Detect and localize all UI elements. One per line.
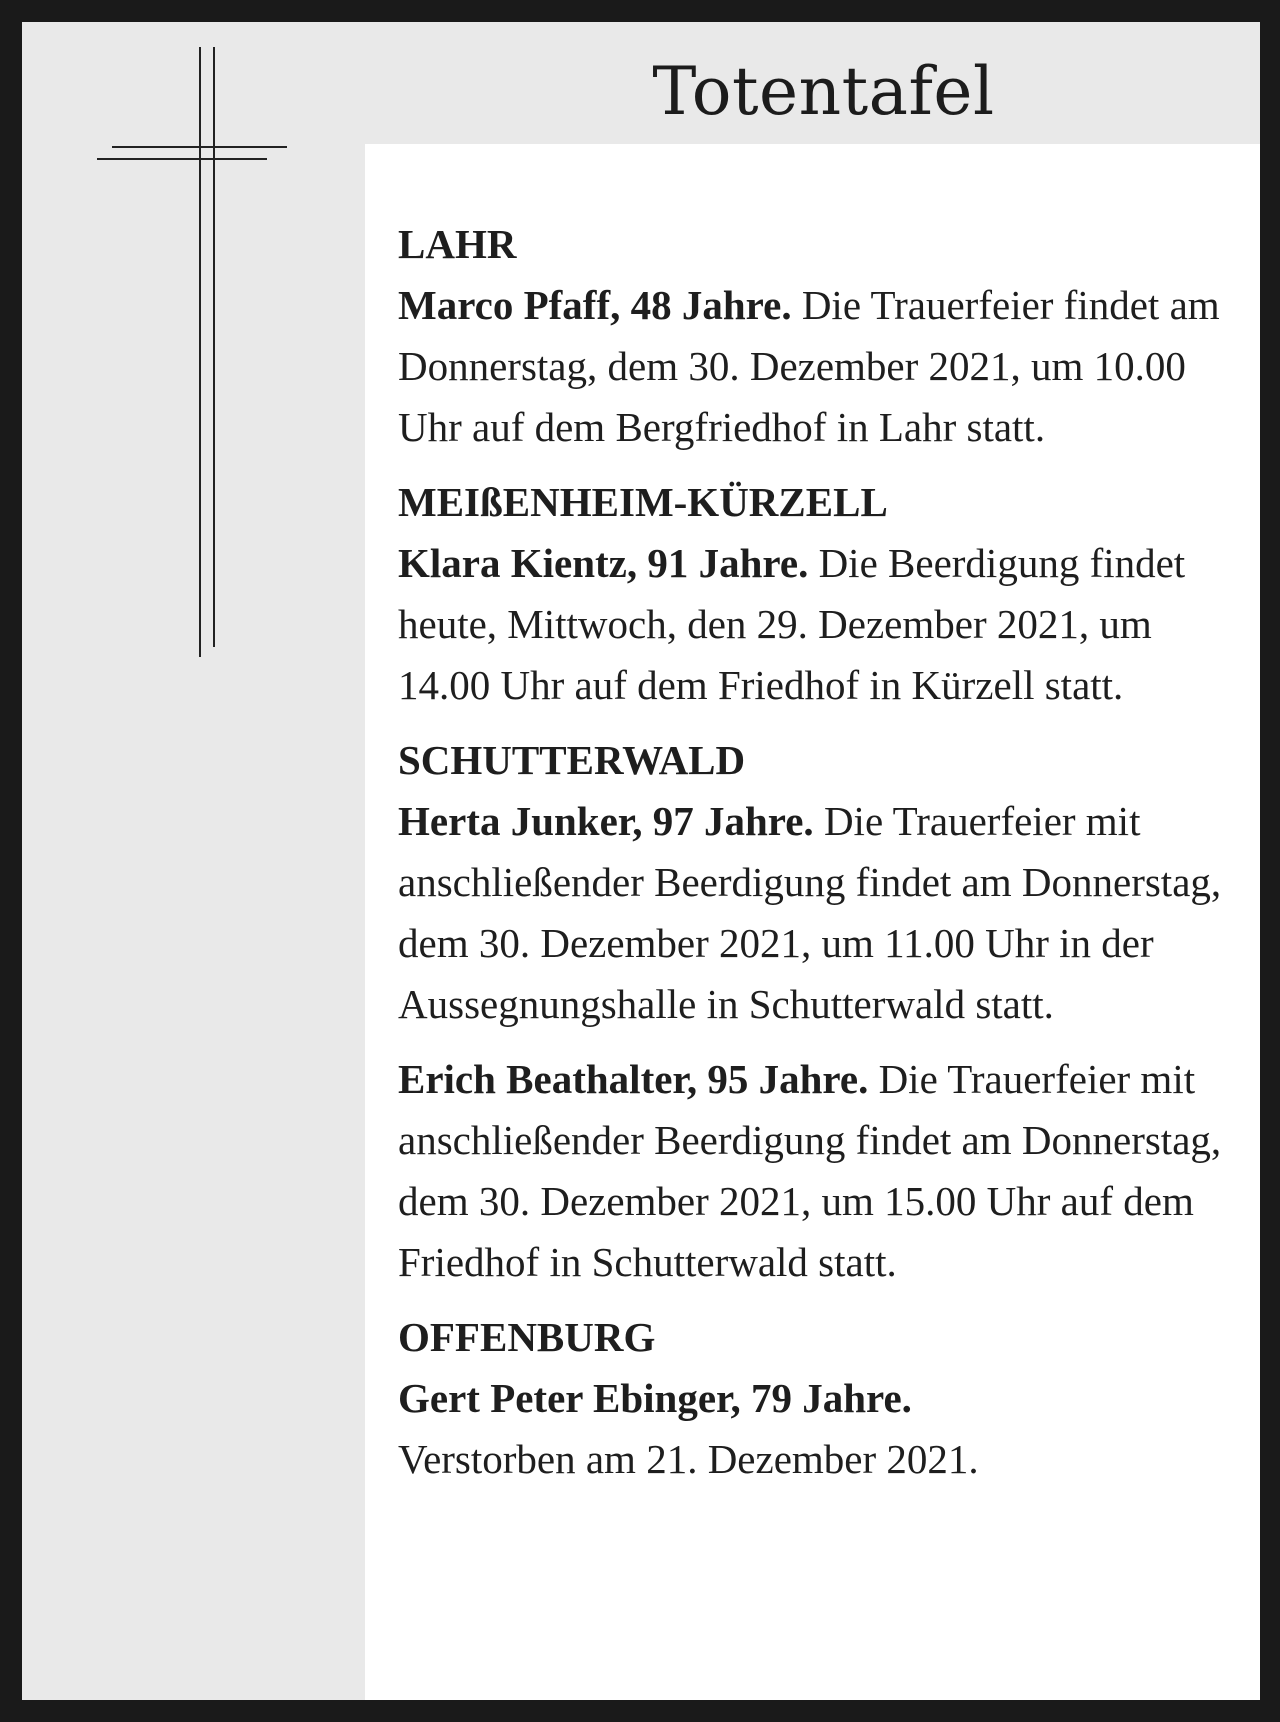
place-heading-offenburg: OFFENBURG (398, 1314, 656, 1360)
page-title: Totentafel (652, 53, 995, 130)
deceased-name: Gert Peter Ebinger, 79 Jahre. (398, 1375, 912, 1421)
deceased-name: Herta Junker, 97 Jahre. (398, 798, 814, 844)
notice-text: Die Trauerfeier findet am Donnerstag, dem 30. Dezember 2021, um 10.00 Uhr auf dem Bergfriedhof in Lahr statt. (398, 282, 1220, 450)
cross-icon (97, 47, 297, 657)
notice-text: Die Trauerfeier mit anschließender Beerdigung findet am Donnerstag, dem 30. Dezember 2021, um 11.00 Uhr in der Aussegnungshalle in Schutterwald statt. (398, 798, 1222, 1027)
deceased-name: Marco Pfaff, 48 Jahre. (398, 282, 792, 328)
notice-entry (398, 1049, 1238, 1293)
notice-text: Verstorben am 21. Dezember 2021. (398, 1436, 979, 1482)
place-heading-meissenheim-kuerzell: MEIßENHEIM-KÜRZELL (398, 479, 888, 525)
deceased-name: Erich Beathalter, 95 Jahre. (398, 1056, 869, 1102)
notice-panel (365, 144, 1260, 1700)
notice-entry (398, 275, 1238, 458)
notice-entry (398, 1368, 1238, 1490)
notice-text: Die Beerdigung findet heute, Mittwoch, den 29. Dezember 2021, um 14.00 Uhr auf dem Friedhof in Kürzell statt. (398, 540, 1186, 708)
notice-text: Die Trauerfeier mit anschließender Beerdigung findet am Donnerstag, dem 30. Dezember 2021, um 15.00 Uhr auf dem Friedhof in Schutterwald statt. (398, 1056, 1222, 1285)
notice-entry (398, 533, 1238, 716)
place-heading-schutterwald: SCHUTTERWALD (398, 737, 746, 783)
deceased-name: Klara Kientz, 91 Jahre. (398, 540, 809, 586)
obituary-board (22, 22, 1260, 1700)
place-heading-lahr: LAHR (398, 221, 517, 267)
notice-entry (398, 791, 1238, 1035)
notice-list (398, 214, 1238, 1504)
